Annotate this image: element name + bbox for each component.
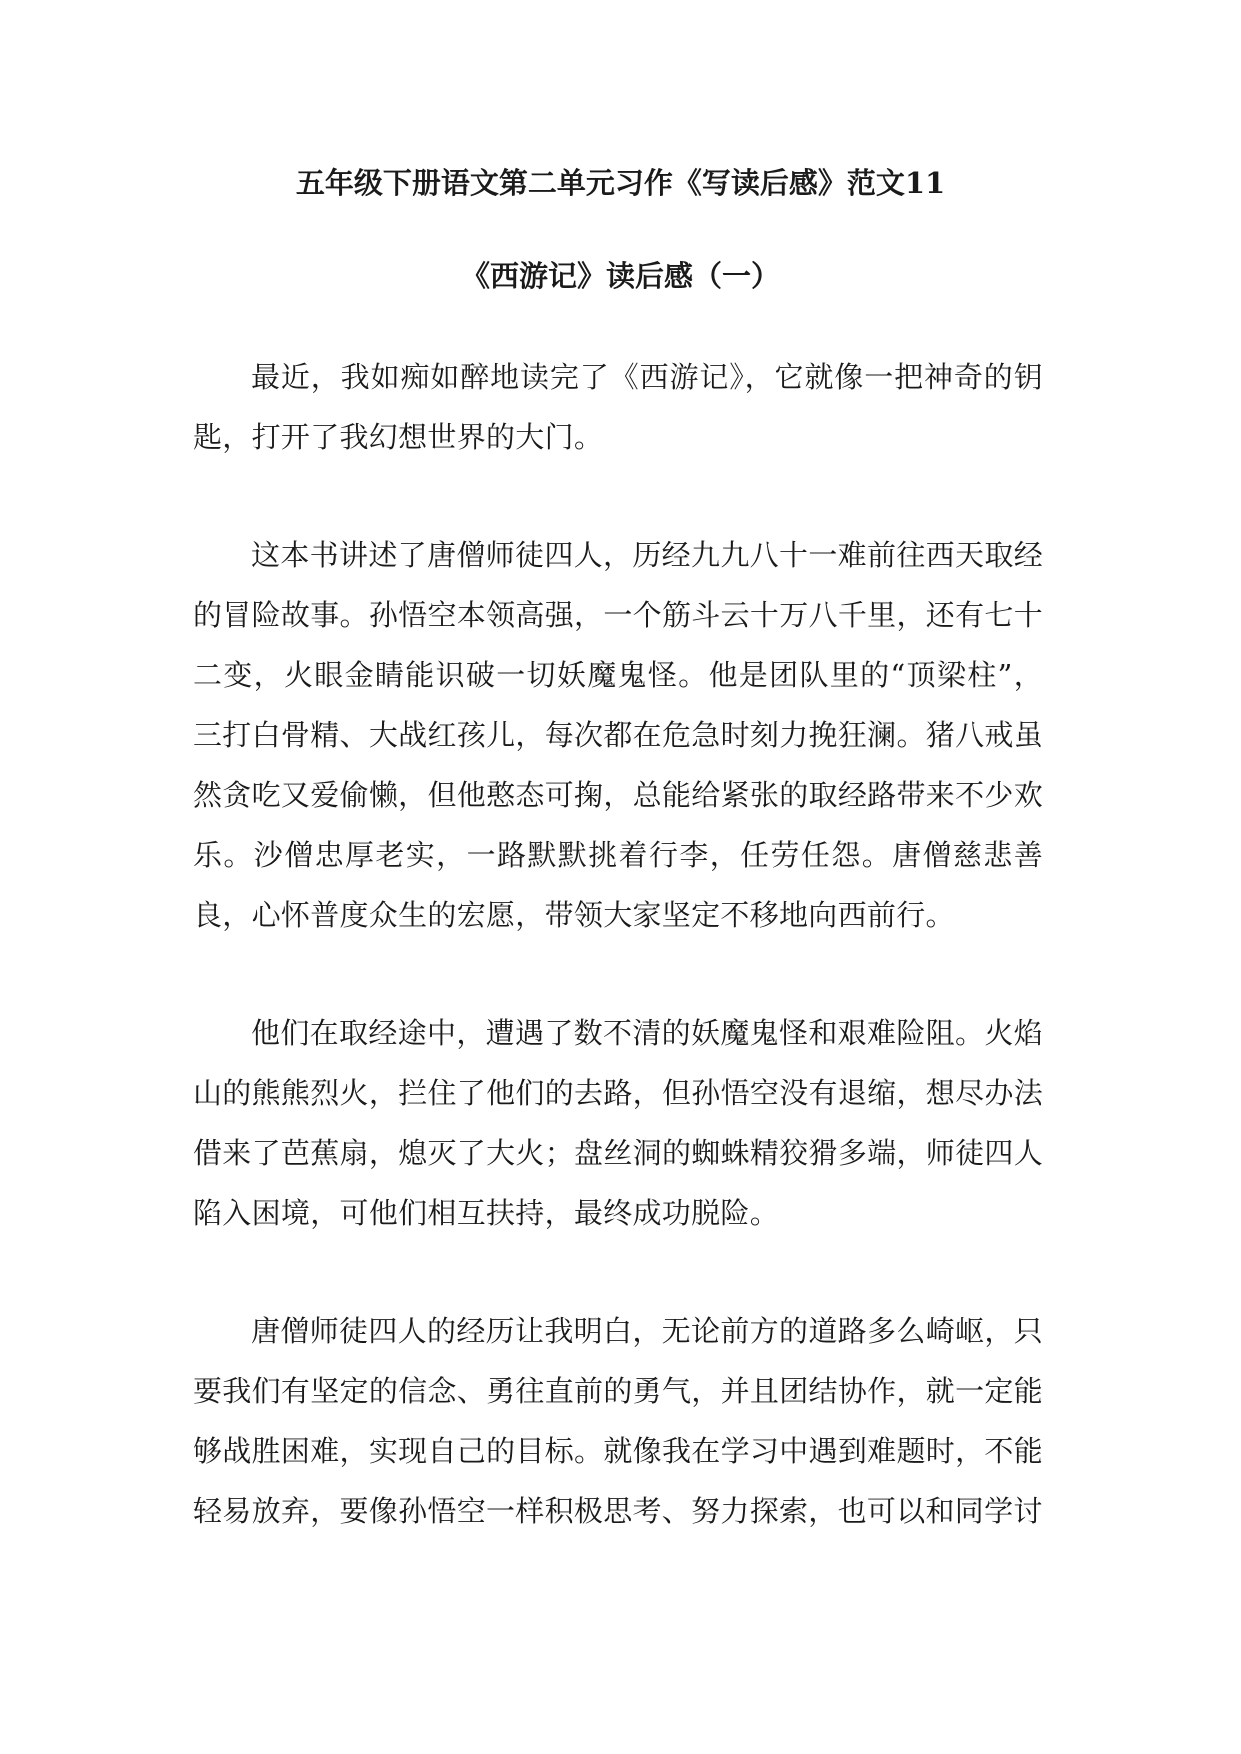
paragraph-1: 最近，我如痴如醉地读完了《西游记》，它就像一把神奇的钥匙，打开了我幻想世界的大门。 [193,360,1043,454]
essay-title: 《西游记》读后感（一） [460,259,780,293]
paragraph-4: 唐僧师徒四人的经历让我明白，无论前方的道路多么崎岖，只要我们有坚定的信念、勇往直前的勇气，并且团结协作，就一定能够战胜困难，实现自己的目标。就像我在学习中遇到难题时，不能轻易放弃，要像孙悟空一样积极思考、努力探索，也可以和同学讨 [193,1314,1043,1528]
paragraph-2: 这本书讲述了唐僧师徒四人，历经九九八十一难前往西天取经的冒险故事。孙悟空本领高强，一个筋斗云十万八千里，还有七十二变，火眼金睛能识破一切妖魔鬼怪。他是团队里的“顶梁柱”，三打白骨精、大战红孩儿，每次都在危急时刻力挽狂澜。猪八戒虽然贪吃又爱偷懒，但他憨态可掬，总能给紧张的取经路带来不少欢乐。沙僧忠厚老实，一路默默挑着行李，任劳任怨。唐僧慈悲善良，心怀普度众生的宏愿，带领大家坚定不移地向西前行。 [193,538,1043,932]
paragraph-3: 他们在取经途中，遭遇了数不清的妖魔鬼怪和艰难险阻。火焰山的熊熊烈火，拦住了他们的去路，但孙悟空没有退缩，想尽办法借来了芭蕉扇，熄灭了大火；盘丝洞的蜘蛛精狡猾多端，师徒四人陷入困境，可他们相互扶持，最终成功脱险。 [193,1016,1043,1230]
essay-body [193,347,1043,1599]
document-title: 五年级下册语文第二单元习作《写读后感》范文11 [295,166,946,200]
